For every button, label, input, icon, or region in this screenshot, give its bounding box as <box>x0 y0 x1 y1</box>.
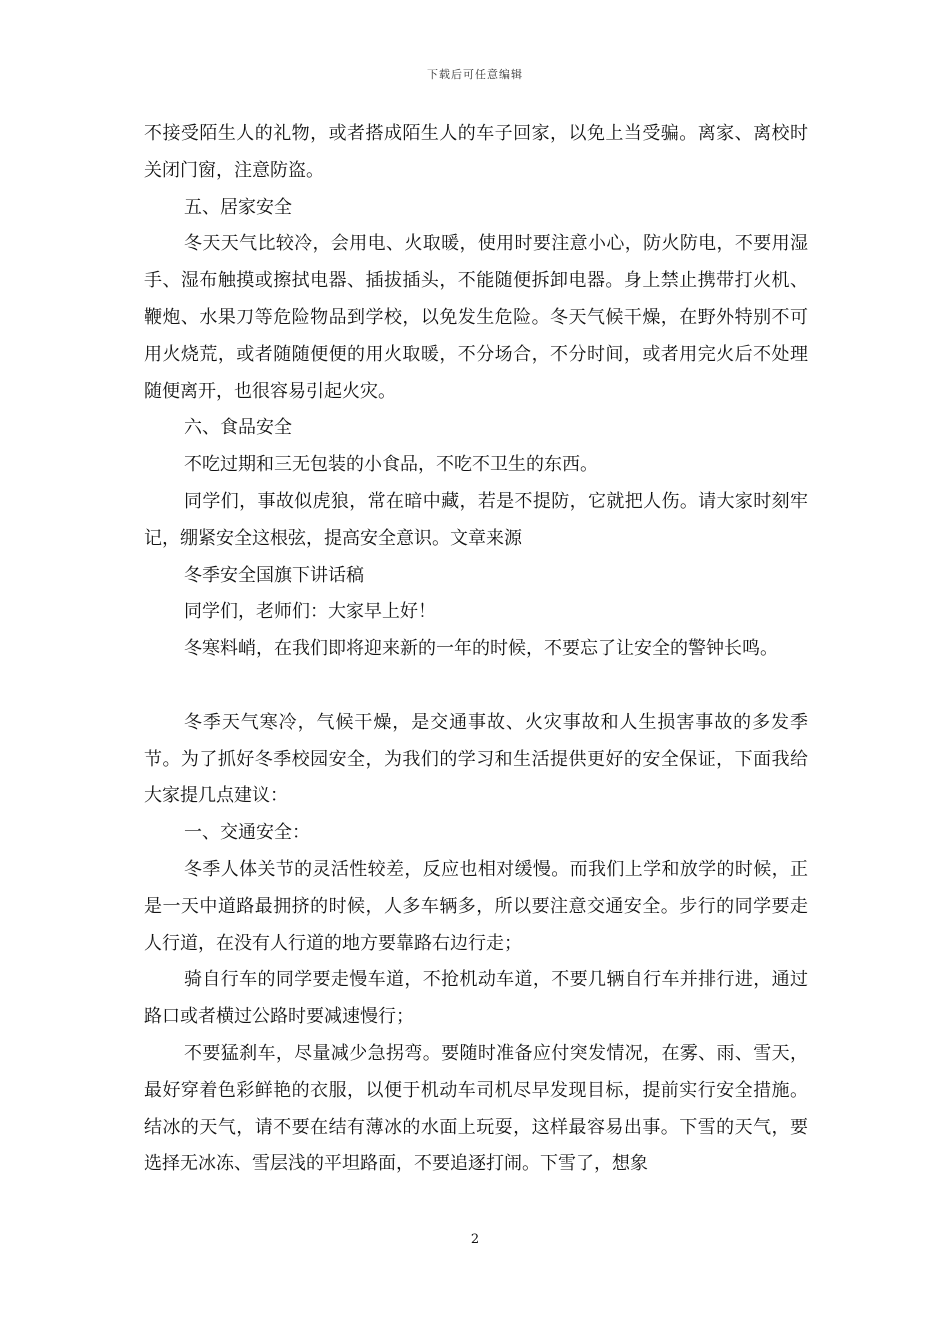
paragraph: 冬天天气比较冷，会用电、火取暖，使用时要注意小心，防火防电，不要用湿手、湿布触摸或擦拭电器、插拔插头，不能随便拆卸电器。身上禁止携带打火机、鞭炮、水果刀等危险物品到学校，以免发生危险。冬天气候干燥，在野外特别不可用火烧荒，或者随随便便的用火取暖，不分场合，不分时间，或者用完火后不处理随便离开，也很容易引起火灾。 <box>144 233 808 402</box>
paragraph: 同学们，事故似虎狼，常在暗中藏，若是不提防，它就把人伤。请大家时刻牢记，绷紧安全这根弦，提高安全意识。文章来源 <box>144 490 808 549</box>
paragraph: 冬季天气寒冷，气候干燥，是交通事故、火灾事故和人生损害事故的多发季节。为了抓好冬季校园安全，为我们的学习和生活提供更好的安全保证，下面我给大家提几点建议： <box>144 711 808 807</box>
section-heading: 五、居家安全 <box>184 196 292 218</box>
blank-line <box>144 668 808 705</box>
paragraph: 不吃过期和三无包装的小食品，不吃不卫生的东西。 <box>184 454 598 476</box>
paragraph: 冬寒料峭，在我们即将迎来新的一年的时候，不要忘了让安全的警钟长鸣。 <box>184 638 778 660</box>
section-heading: 一、交通安全： <box>184 822 310 844</box>
document-body <box>144 116 808 1183</box>
paragraph: 冬季人体关节的灵活性较差，反应也相对缓慢。而我们上学和放学的时候，正是一天中道路最拥挤的时候，人多车辆多，所以要注意交通安全。步行的同学要走人行道，在没有人行道的地方要靠路右边行走； <box>144 858 808 954</box>
paragraph: 不接受陌生人的礼物，或者搭成陌生人的车子回家，以免上当受骗。离家、离校时关闭门窗，注意防盗。 <box>144 123 808 181</box>
page-number: 2 <box>470 1232 480 1247</box>
paragraph: 不要猛刹车，尽量减少急拐弯。要随时准备应付突发情况，在雾、雨、雪天，最好穿着色彩鲜艳的衣服，以便于机动车司机尽早发现目标，提前实行安全措施。结冰的天气，请不要在结有薄冰的水面上玩耍，这样最容易出事。下雪的天气，要选择无冰冻、雪层浅的平坦路面，不要追逐打闹。下雪了，想象 <box>144 1042 808 1175</box>
greeting: 同学们，老师们：大家早上好！ <box>184 601 436 623</box>
page-header: 下载后可任意编辑 <box>427 68 523 81</box>
document-title: 冬季安全国旗下讲话稿 <box>184 564 364 586</box>
paragraph: 骑自行车的同学要走慢车道，不抢机动车道，不要几辆自行车并排行进，通过路口或者横过公路时要减速慢行； <box>144 969 808 1028</box>
section-heading: 六、食品安全 <box>184 417 292 439</box>
